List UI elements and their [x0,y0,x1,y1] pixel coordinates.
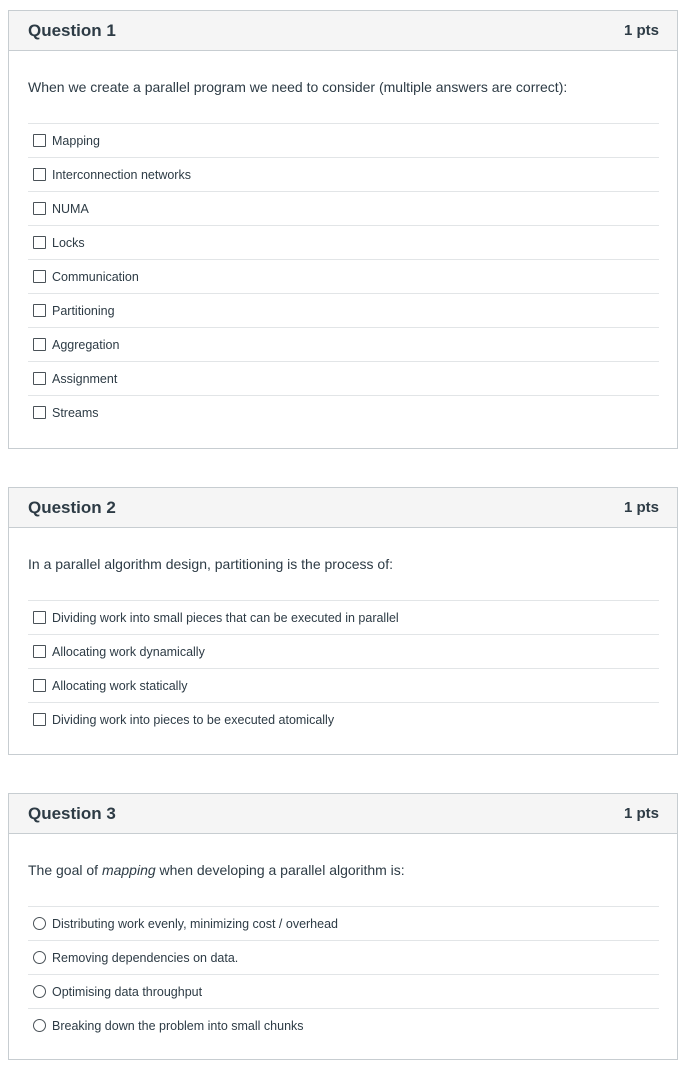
question-points: 1 pts [623,805,659,822]
checkbox[interactable] [33,338,46,351]
answer-option[interactable] [28,906,659,940]
question-3 [8,793,678,1060]
answer-label[interactable]: NUMA [52,201,89,216]
question-text-end: when developing a parallel algorithm is: [155,862,405,878]
question-title: Question 1 [28,20,116,40]
checkbox[interactable] [33,270,46,283]
checkbox[interactable] [33,236,46,249]
answer-option[interactable] [28,225,659,259]
question-title: Question 2 [28,497,116,517]
answer-list [28,123,659,429]
answer-option[interactable] [28,1008,659,1042]
answer-option[interactable] [28,123,659,157]
answer-option[interactable] [28,293,659,327]
answer-option[interactable] [28,600,659,634]
checkbox[interactable] [33,645,46,658]
question-text: When we create a parallel program we need to consider (multiple answers are correct): [28,79,568,95]
radio-button[interactable] [33,1019,46,1032]
radio-button[interactable] [33,917,46,930]
answer-label[interactable]: Aggregation [52,337,120,352]
answer-label[interactable]: Streams [52,405,99,420]
checkbox[interactable] [33,304,46,317]
question-text-emphasis: mapping [101,862,156,878]
answer-label[interactable]: Interconnection networks [52,167,191,182]
answer-option[interactable] [28,361,659,395]
answer-option[interactable] [28,259,659,293]
answer-label[interactable]: Breaking down the problem into small chunks [52,1018,304,1033]
answer-option[interactable] [28,668,659,702]
checkbox[interactable] [33,134,46,147]
radio-button[interactable] [33,985,46,998]
question-2 [8,487,678,755]
answer-label[interactable]: Assignment [52,371,118,386]
answer-option[interactable] [28,191,659,225]
checkbox[interactable] [33,611,46,624]
answer-label[interactable]: Dividing work into pieces to be executed atomically [52,712,335,727]
answer-option[interactable] [28,157,659,191]
answer-list [28,600,659,736]
question-body [9,51,677,449]
question-text-start: The goal of [28,862,102,878]
question-1 [8,10,678,449]
checkbox[interactable] [33,679,46,692]
answer-label[interactable]: Communication [52,269,139,284]
checkbox[interactable] [33,202,46,215]
question-points: 1 pts [623,22,659,39]
answer-label[interactable]: Dividing work into small pieces that can be executed in parallel [52,610,399,625]
question-text [28,860,659,880]
question-title: Question 3 [28,803,116,823]
question-body [9,528,677,756]
question-text: In a parallel algorithm design, partitioning is the process of: [28,556,393,572]
radio-button[interactable] [33,951,46,964]
question-header [9,794,677,834]
answer-label[interactable]: Partitioning [52,303,115,318]
answer-list [28,906,659,1042]
checkbox[interactable] [33,406,46,419]
answer-label[interactable]: Locks [52,235,85,250]
answer-option[interactable] [28,327,659,361]
checkbox[interactable] [33,713,46,726]
question-header [9,11,677,51]
answer-option[interactable] [28,634,659,668]
question-header [9,488,677,528]
answer-option[interactable] [28,395,659,429]
checkbox[interactable] [33,168,46,181]
answer-label[interactable]: Allocating work dynamically [52,644,205,659]
answer-label[interactable]: Distributing work evenly, minimizing cost / overhead [52,916,338,931]
checkbox[interactable] [33,372,46,385]
answer-option[interactable] [28,940,659,974]
answer-option[interactable] [28,974,659,1008]
question-points: 1 pts [623,499,659,516]
answer-label[interactable]: Optimising data throughput [52,984,203,999]
question-body [9,834,677,1062]
answer-label[interactable]: Mapping [52,133,100,148]
answer-label[interactable]: Removing dependencies on data. [52,950,239,965]
answer-label[interactable]: Allocating work statically [52,678,188,693]
answer-option[interactable] [28,702,659,736]
